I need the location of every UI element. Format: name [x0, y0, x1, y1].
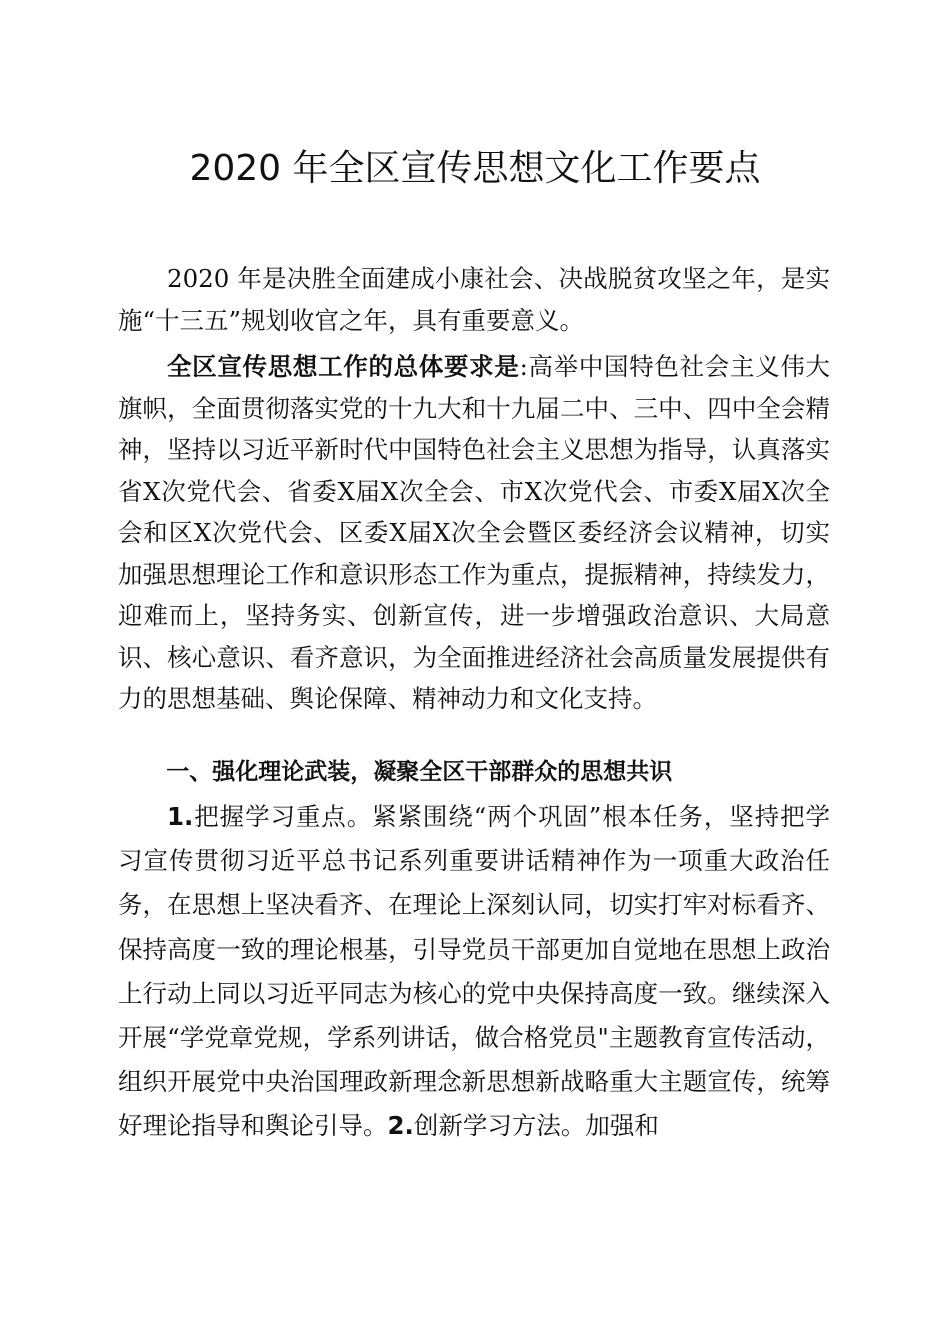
section-heading: 一、强化理论武装，凝聚全区干部群众的思想共识	[166, 759, 673, 785]
paragraph-lead: 全区宣传思想工作的总体要求是	[167, 352, 520, 381]
paragraph-body: :高举中国特色社会主义伟大旗帜，全面贯彻落实党的十九大和十九届二中、三中、四中全会精神，坚持以习近平新时代中国特色社会主义思想为指导，认真落实省X次党代会、省委X届X次全会、市X次党代会、市委X届X次全会和区X次党代会、区委X届X次全会暨区委经济会议精神，切实加强思想理论工作和意识形态工作为重点，提振精神，持续发力，迎难而上，坚持务实、创新宣传，进一步增强政治意识、大局意识、核心意识、看齐意识，为全面推进经济社会高质量发展提供有力的思想基础、舆论保障、精神动力和文化支持。	[118, 352, 831, 713]
item-number: 2.	[387, 1111, 414, 1141]
item-text: 创新学习方法。加强和	[413, 1111, 659, 1141]
item-text: 把握学习重点。紧紧围绕“两个巩固”根本任务，坚持把学习宣传贯彻习近平总书记系列重要讲话精神作为一项重大政治任务，在思想上坚决看齐、在理论上深刻认同，切实打牢对标看齐、保持高度一致的理论根基，引导党员干部更加自觉地在思想上政治上行动上同以习近平同志为核心的党中央保持高度一致。继续深入开展“学党章党规，学系列讲话，做合格党员"主题教育宣传活动，组织开展党中央治国理政新理念新思想新战略重大主题宣传，统筹好理论指导和舆论引导。	[118, 802, 830, 1141]
general-requirements-paragraph	[118, 346, 830, 720]
paragraph-text	[118, 795, 830, 1149]
item-number: 1.	[167, 802, 194, 831]
document-title: 2020 年全区宣传思想文化工作要点	[189, 148, 761, 189]
paragraph-text	[118, 346, 830, 720]
intro-paragraph	[118, 258, 830, 341]
paragraph-text: 2020 年是决胜全面建成小康社会、决战脱贫攻坚之年，是实施“十三五”规划收官之年，具有重要意义。	[118, 264, 830, 335]
section-body-paragraph	[118, 795, 830, 1149]
